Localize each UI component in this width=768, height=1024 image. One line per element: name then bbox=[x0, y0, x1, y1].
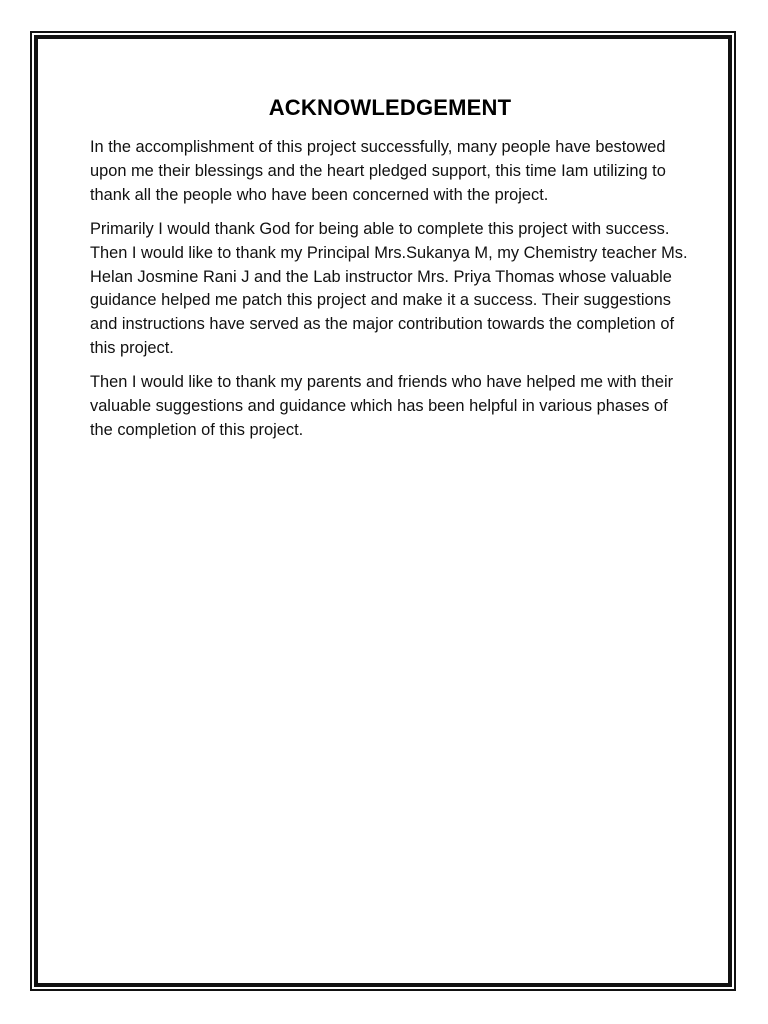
paragraph-thanks-family: Then I would like to thank my parents and friends who have helped me with their valuable suggestions and guidance which has been helpful in various phases of the completion of this project. bbox=[90, 373, 674, 439]
paragraph-intro: In the accomplishment of this project successfully, many people have bestowed upon me their blessings and the heart pledged support, this time Iam utilizing to thank all the people who have been concerned with the project. bbox=[90, 138, 666, 204]
paragraph-thanks-staff: Primarily I would thank God for being able to complete this project with success. Then I would like to thank my Principal Mrs.Sukanya M, my Chemistry teacher Ms. Helan Josmine Rani J and the Lab instructor Mrs. Priya Thomas whose valuable guidance helped me patch this project and make it a success. Their suggestions and instructions have served as the major contribution towards the completion of this project. bbox=[90, 219, 688, 358]
page-title: ACKNOWLEDGEMENT bbox=[268, 95, 512, 120]
document-body bbox=[90, 92, 690, 453]
